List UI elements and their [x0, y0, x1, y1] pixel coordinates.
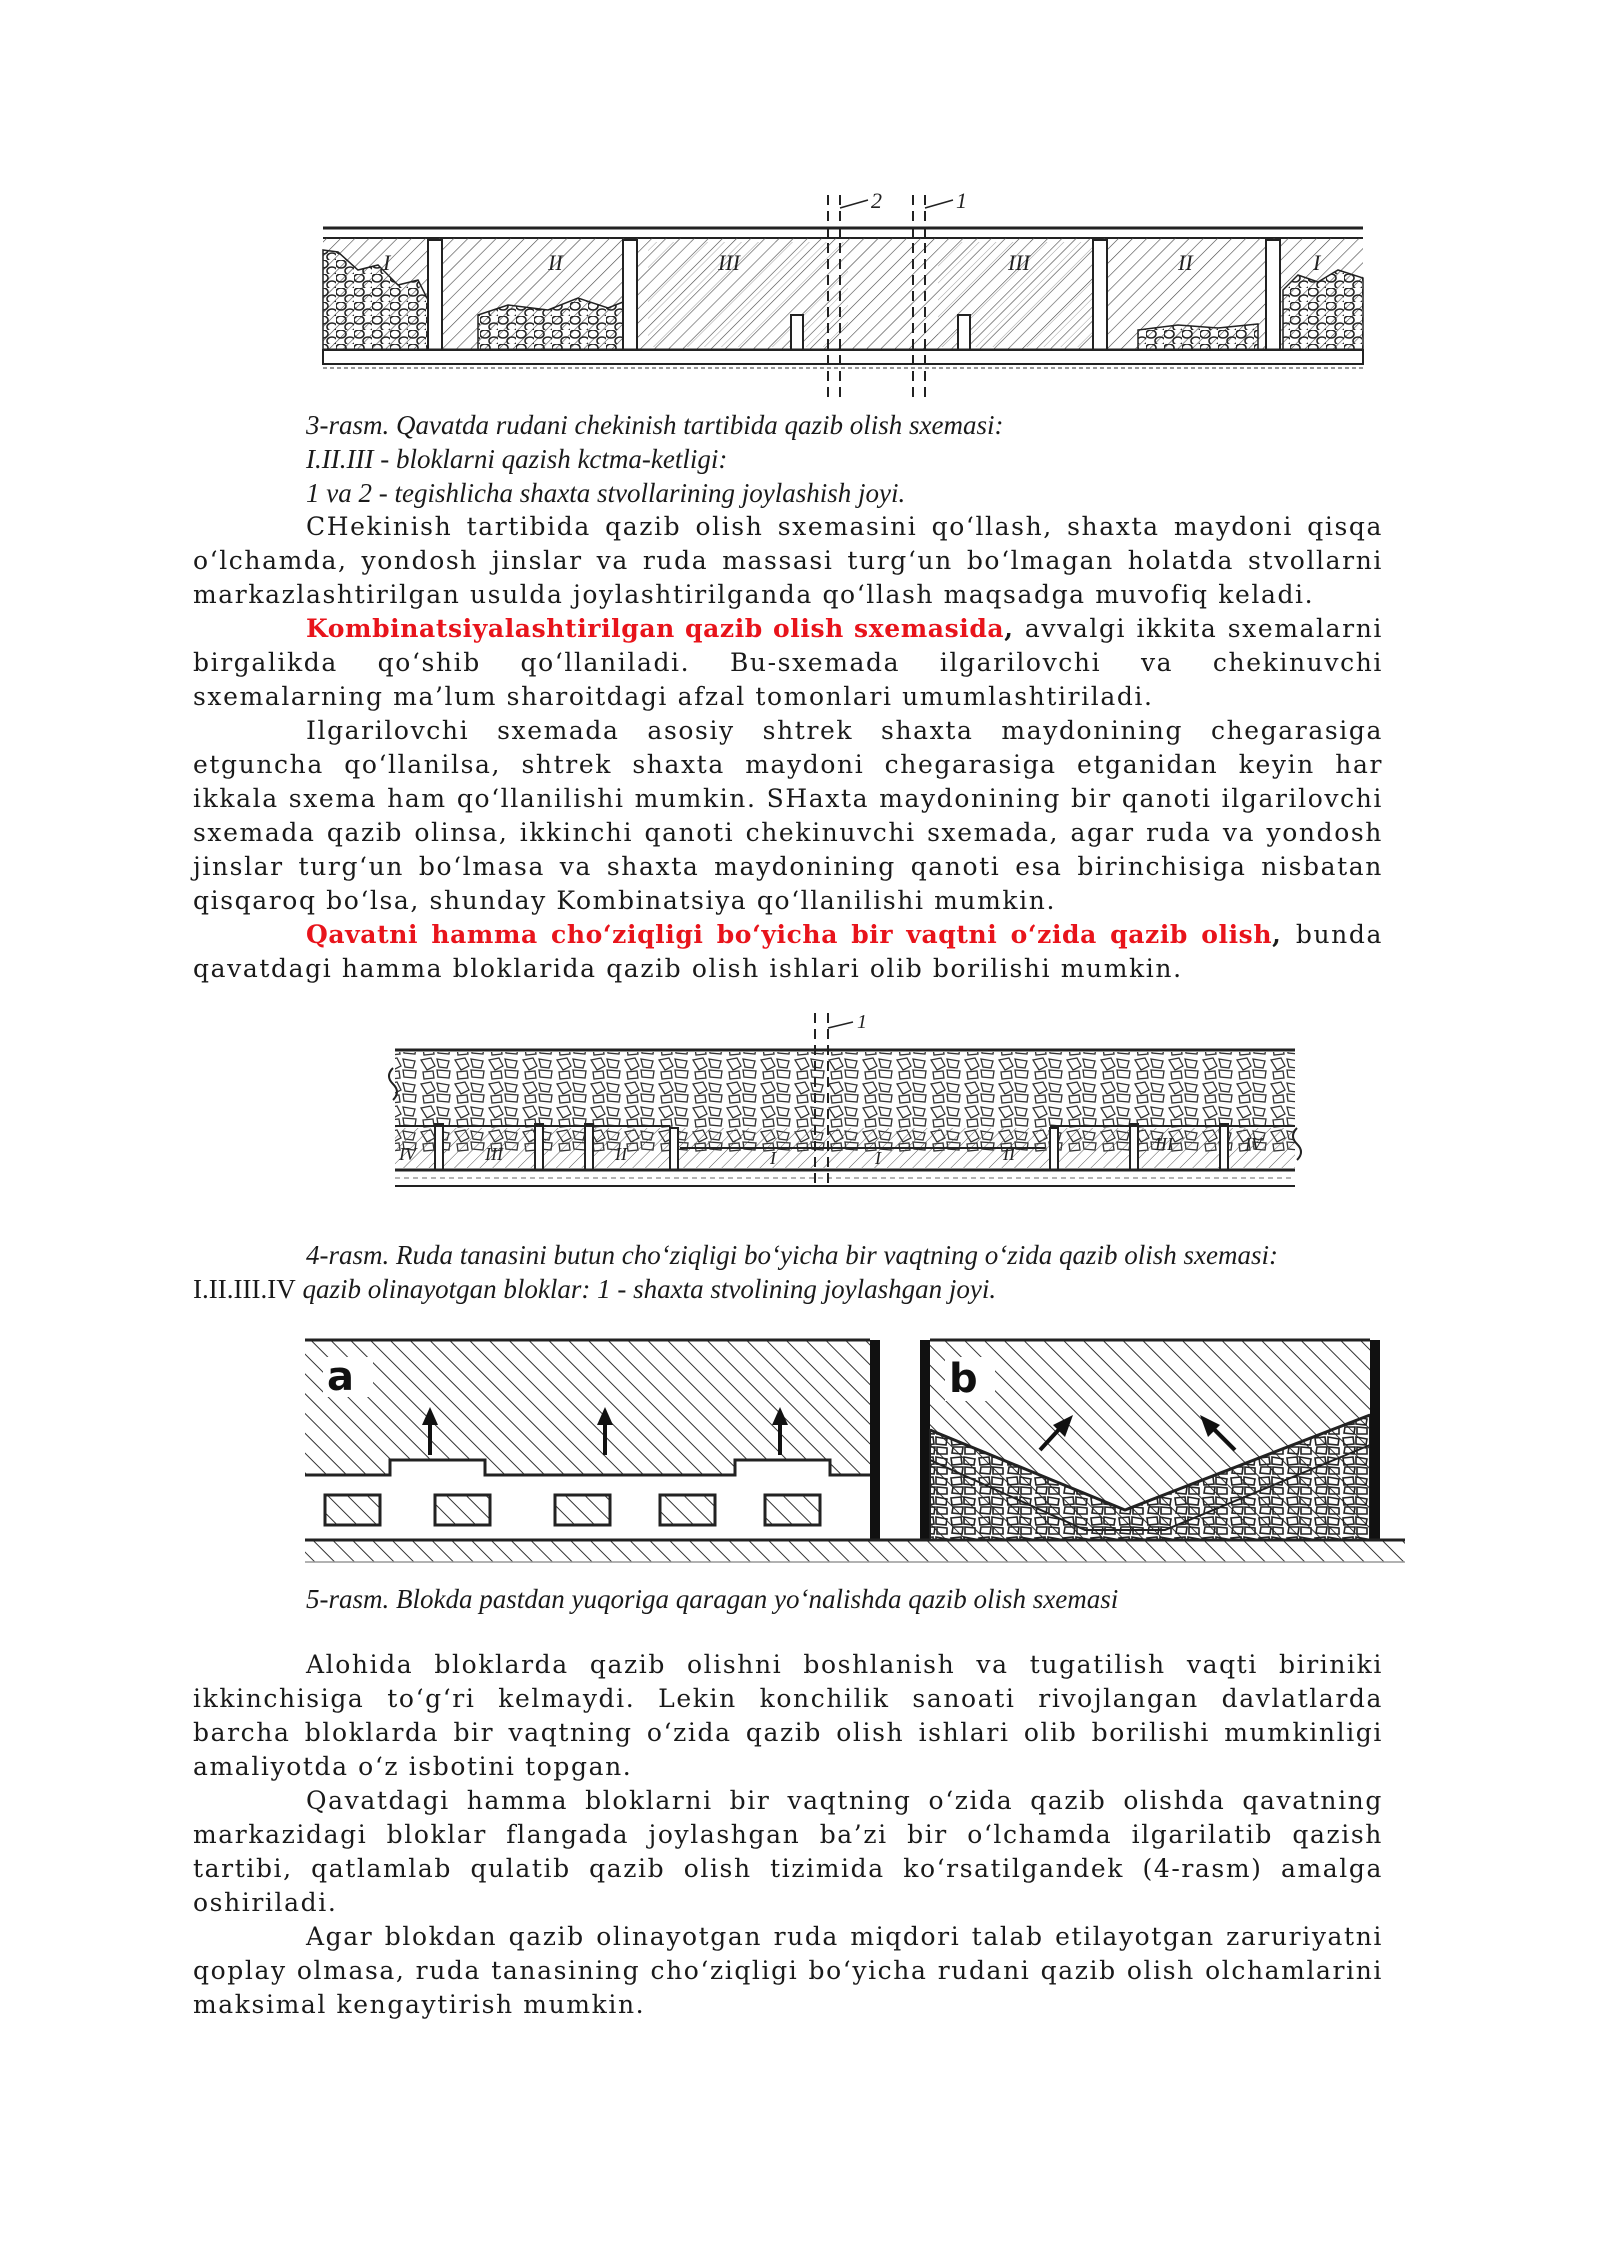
- comma: ,: [1004, 614, 1015, 643]
- fig5-label-a: a: [327, 1354, 354, 1400]
- figure-5-diagram: [305, 1335, 1405, 1590]
- paragraph: CHekinish tartibida qazib olish sxemasini qo‘llash, shaxta maydoni qisqa o‘lchamda, yondosh jinslar va ruda massasi turg‘un bo‘lmagan holatda stvollarni markazlashtirilgan usulda joylashtirilganda qo‘llash maqsadga muvofiq keladi.: [193, 512, 1383, 609]
- caption-line: 5-rasm. Blokda pastdan yuqoriga qaragan yo‘nalishda qazib olish sxemasi: [306, 1584, 1119, 1614]
- fig4-block-label: III: [1155, 1134, 1173, 1154]
- fig3-block-label: II: [548, 250, 563, 275]
- highlight-term: Qavatni hamma cho‘ziqligi bo‘yicha bir vaqtni o‘zida qazib olish: [306, 920, 1273, 949]
- caption-block-list: I.II.III.IV: [193, 1274, 296, 1304]
- figure-5-caption: [193, 1582, 1383, 1616]
- fig3-label-1: 1: [956, 190, 967, 213]
- figure-4-diagram: [385, 1008, 1305, 1218]
- fig4-block-label: IV: [1245, 1134, 1262, 1154]
- fig3-block-label: I: [383, 250, 391, 275]
- fig4-block-label: III: [485, 1144, 503, 1164]
- caption-line: I.II.III - bloklarni qazish kctma-ketligi:: [306, 444, 728, 474]
- fig5-label-b: b: [949, 1356, 978, 1402]
- paragraph-rest: bunda qavatdagi hamma bloklarida qazib olish ishlari olib borilishi mumkin.: [193, 920, 1383, 983]
- text-block-1: [193, 510, 1383, 986]
- fig3-block-label: III: [718, 250, 740, 275]
- caption-line: 3-rasm. Qavatda rudani chekinish tartibida qazib olish sxemasi:: [306, 410, 1004, 440]
- highlight-term: Kombinatsiyalashtirilgan qazib olish sxemasida: [306, 614, 1005, 643]
- paragraph: [193, 612, 1383, 714]
- fig4-block-label: I: [770, 1148, 776, 1168]
- fig4-block-label: II: [615, 1144, 627, 1164]
- caption-line: qazib olinayotgan bloklar: 1 - shaxta stvolining joylashgan joyi.: [295, 1274, 997, 1304]
- caption-line: 4-rasm. Ruda tanasini butun cho‘ziqligi bo‘yicha bir vaqtning o‘zida qazib olish sxemasi:: [306, 1240, 1278, 1270]
- paragraph: [193, 918, 1383, 986]
- fig3-label-2: 2: [871, 190, 882, 213]
- paragraph: Qavatdagi hamma bloklarni bir vaqtning o‘zida qazib olishda qavatning markazidagi bloklar flangada joylashgan ba’zi bir o‘lchamda ilgarilatib qazish tartibi, qatlamlab qulatib qazib olish tizimida ko‘rsatilgandek (4-rasm) amalga oshiriladi.: [193, 1786, 1383, 1917]
- fig3-block-label: III: [1008, 250, 1030, 275]
- text-block-2: [193, 1648, 1383, 2022]
- fig4-block-label: II: [1003, 1144, 1015, 1164]
- paragraph: Alohida bloklarda qazib olishni boshlanish va tugatilish vaqti biriniki ikkinchisiga to‘g‘ri kelmaydi. Lekin konchilik sanoati rivojlangan davlatlarda barcha bloklarda bir vaqtning o‘zida qazib olish ishlari olib borilishi mumkinligi amaliyotda o‘z isbotini topgan.: [193, 1650, 1383, 1781]
- fig3-block-label: I: [1313, 250, 1321, 275]
- paragraph-rest: avvalgi ikkita sxemalarni birgalikda qo‘shib qo‘llaniladi. Bu-sxemada ilgarilovchi va chekinuvchi sxemalarning ma’lum sharoitdagi afzal tomonlari umumlashtiriladi.: [193, 614, 1383, 711]
- figure-3-caption: [193, 408, 1383, 510]
- fig4-block-label: I: [875, 1148, 881, 1168]
- figure-3-diagram: [318, 190, 1368, 405]
- paragraph: Ilgarilovchi sxemada asosiy shtrek shaxta maydonining chegarasiga etguncha qo‘llanilsa, shtrek shaxta maydoni chegarasiga etganidan keyin har ikkala sxema ham qo‘llanilishi mumkin. SHaxta maydonining bir qanoti ilgarilovchi sxemada qazib olinsa, ikkinchi qanoti chekinuvchi sxemada, agar ruda va yondosh jinslar turg‘un bo‘lmasa va shaxta maydonining qanoti esa birinchisiga nisbatan qisqaroq bo‘lsa, shunday Kombinatsiya qo‘llanilishi mumkin.: [193, 716, 1383, 915]
- figure-4-caption: [193, 1238, 1383, 1306]
- fig3-block-label: II: [1178, 250, 1193, 275]
- paragraph: Agar blokdan qazib olinayotgan ruda miqdori talab etilayotgan zaruriyatni qoplay olmasa, ruda tanasining cho‘ziqligi bo‘yicha rudani qazib olish olchamlarini maksimal kengaytirish mumkin.: [193, 1922, 1383, 2019]
- fig4-block-label: IV: [399, 1144, 416, 1164]
- caption-line: 1 va 2 - tegishlicha shaxta stvollarining joylashish joyi.: [306, 478, 906, 508]
- comma: ,: [1272, 920, 1283, 949]
- fig4-label-1: 1: [857, 1011, 867, 1033]
